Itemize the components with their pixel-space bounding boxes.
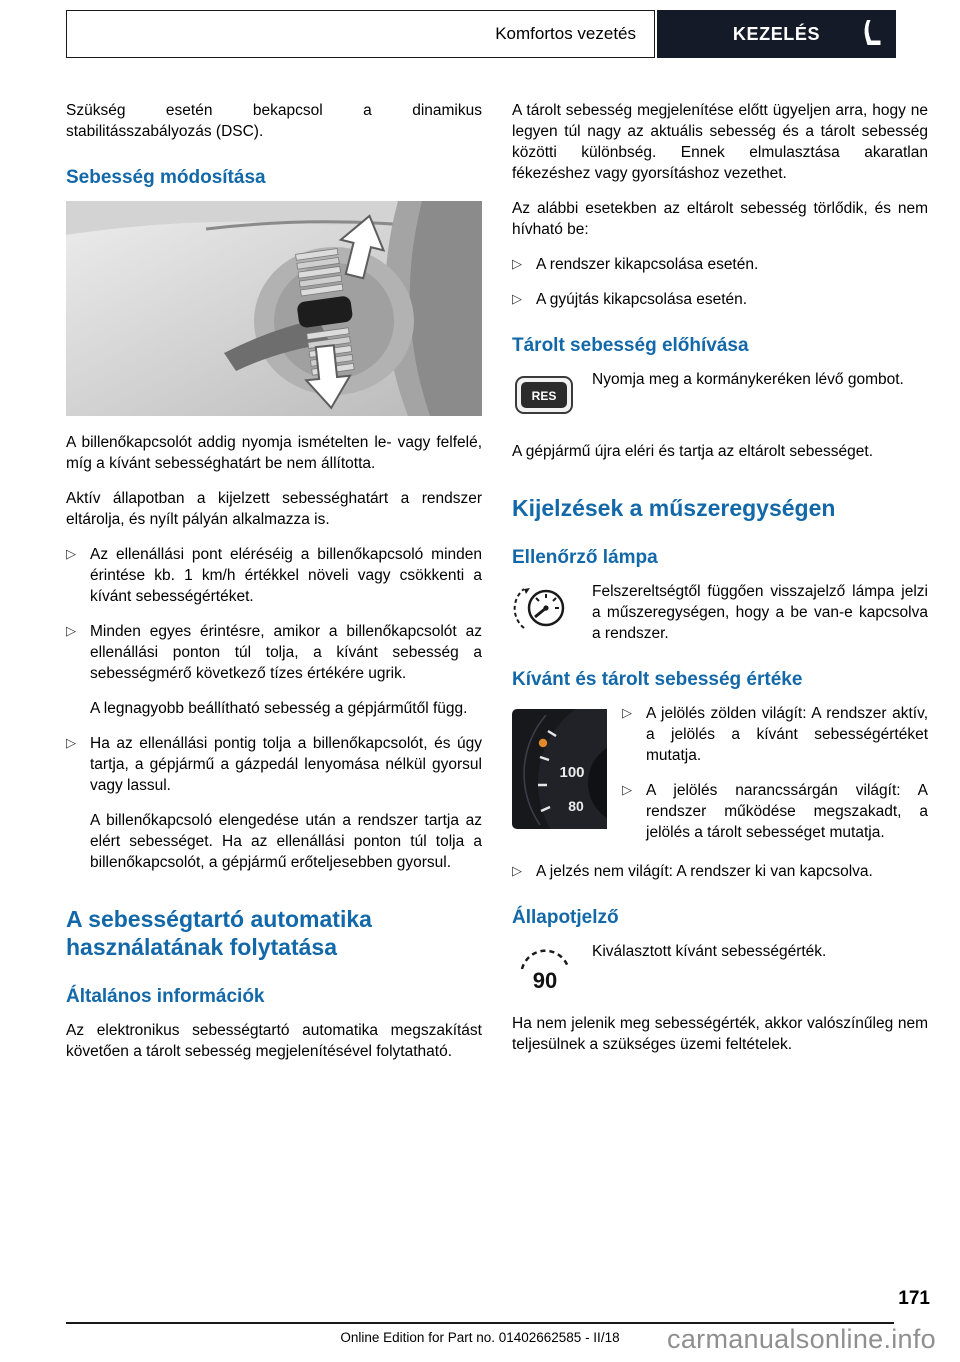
chapter-title-box bbox=[657, 10, 896, 58]
heading-speed-modification: Sebesség módosítása bbox=[66, 167, 266, 188]
list-item-text: Minden egyes érintésre, amikor a billenőkapcsolót az ellenállási ponton túl tolja, a kívánt sebesség a sebességmérő következő tízes értékére ugrik. bbox=[90, 623, 482, 682]
res-button-text: Nyomja meg a kormánykeréken lévő gombot. bbox=[592, 371, 904, 388]
paragraph: A tárolt sebesség megjelenítése előtt ügyeljen arra, hogy ne legyen túl nagy az aktuális sebesség és a tárolt sebesség közötti különbség. Ennek elmulasztása akaratlan fékezéshez vagy gyorsításhoz vezethet. bbox=[512, 102, 928, 182]
list-item bbox=[66, 544, 482, 607]
heading-general-info: Általános információk bbox=[66, 986, 265, 1007]
chapter-title: KEZELÉS bbox=[732, 23, 821, 44]
list-item-subtext: A billenőkapcsoló elengedése után a rendszer tartja az elért sebességet. Ha az ellenállási ponton túl tolja a billenőkapcsolót, a gépjármű erőteljesebben gyorsul. bbox=[90, 812, 482, 871]
gauge-lamp-icon bbox=[512, 581, 592, 644]
indicator-lamp-text: Felszereltségtől függően visszajelző lámpa jelzi a műszeregységen, hogy a be van-e kapcsolva a rendszer. bbox=[592, 583, 928, 642]
triangle-marker: ▷ bbox=[622, 705, 632, 720]
triangle-marker: ▷ bbox=[512, 863, 522, 878]
left-column bbox=[66, 100, 482, 1076]
paragraph: Ha nem jelenik meg sebességérték, akkor valószínűleg nem teljesülnek a szükséges üzemi feltételek. bbox=[512, 1015, 928, 1053]
heading-cruise-continue: A sebességtartó automatika használatának folytatása bbox=[66, 906, 372, 960]
list-item-text: A jelölés zölden világít: A rendszer aktív, a jelölés a kívánt sebességértéket mutatja. bbox=[646, 705, 928, 764]
status-indicator-row bbox=[512, 941, 928, 999]
list-item-text: A gyújtás kikapcsolása esetén. bbox=[536, 291, 748, 308]
list-item-text: Ha az ellenállási pontig tolja a billenőkapcsolót, és úgy tartja, a gépjármű a gázpedál lenyomása nélkül gyorsul vagy lassul. bbox=[90, 735, 482, 794]
list-item bbox=[512, 861, 928, 882]
speedometer-figure bbox=[512, 703, 622, 857]
paragraph: Szükség esetén bekapcsol a dinamikus stabilitásszabályozás (DSC). bbox=[66, 102, 482, 140]
svg-text:90: 90 bbox=[532, 968, 558, 993]
list-item-text: A jelzés nem világít: A rendszer ki van kapcsolva. bbox=[536, 863, 873, 880]
list-item bbox=[66, 733, 482, 873]
paragraph: A gépjármű újra eléri és tartja az eltárolt sebességet. bbox=[512, 443, 873, 460]
list-item-subtext: A legnagyobb beállítható sebesség a gépjárműtől függ. bbox=[90, 700, 468, 717]
paragraph: Az elektronikus sebességtartó automatika megszakítást követően a tárolt sebesség megjelenítésével folytatható. bbox=[66, 1022, 482, 1060]
list-item bbox=[512, 289, 928, 310]
section-title: Komfortos vezetés bbox=[495, 24, 636, 43]
svg-text:80: 80 bbox=[568, 798, 584, 814]
triangle-marker: ▷ bbox=[66, 546, 76, 561]
page-number: 171 bbox=[898, 1288, 930, 1309]
heading-desired-stored-value: Kívánt és tárolt sebesség értéke bbox=[512, 669, 803, 690]
seat-icon bbox=[860, 19, 884, 49]
svg-text:100: 100 bbox=[559, 764, 585, 781]
heading-stored-speed-recall: Tárolt sebesség előhívása bbox=[512, 335, 749, 356]
status-indicator-text: Kiválasztott kívánt sebességérték. bbox=[592, 943, 827, 960]
list-item bbox=[66, 621, 482, 719]
triangle-marker: ▷ bbox=[66, 623, 76, 638]
paragraph: A billenőkapcsolót addig nyomja ismételten le- vagy felfelé, míg a kívánt sebességhatárt be nem állította. bbox=[66, 434, 482, 472]
list-item bbox=[512, 254, 928, 275]
heading-status-indicator: Állapotjelző bbox=[512, 907, 619, 928]
triangle-marker: ▷ bbox=[512, 291, 522, 306]
triangle-marker: ▷ bbox=[512, 256, 522, 271]
triangle-marker: ▷ bbox=[622, 782, 632, 797]
paragraph: Aktív állapotban a kijelzett sebességhatárt a rendszer eltárolja, és nyílt pályán alkalmazza is. bbox=[66, 490, 482, 528]
right-column bbox=[512, 100, 928, 1069]
indicator-lamp-row bbox=[512, 581, 928, 644]
footer-edition-text: Online Edition for Part no. 01402662585 - II/18 bbox=[340, 1330, 620, 1345]
res-button-icon bbox=[512, 369, 592, 427]
list-item-text: A rendszer kikapcsolása esetén. bbox=[536, 256, 759, 273]
heading-displays-cluster: Kijelzések a műszeregységen bbox=[512, 495, 836, 521]
list-item-text: A jelölés narancssárgán világít: A rendszer működése megszakadt, a jelölés a tárolt sebességet mutatja. bbox=[646, 782, 928, 841]
stalk-lever-figure bbox=[66, 201, 482, 416]
heading-indicator-lamp: Ellenőrző lámpa bbox=[512, 547, 658, 568]
stalk-illustration bbox=[66, 201, 482, 416]
list-item bbox=[622, 780, 928, 843]
list-item-text: Az ellenállási pont eléréséig a billenőkapcsoló minden érintése kb. 1 km/h értékkel növeli vagy csökkenti a kívánt sebességértéket. bbox=[90, 546, 482, 605]
speed-marker-dot bbox=[539, 739, 547, 747]
status-gauge-icon bbox=[512, 941, 592, 999]
res-button-row bbox=[512, 369, 928, 427]
speedometer-bullets bbox=[622, 703, 928, 857]
triangle-marker: ▷ bbox=[66, 735, 76, 750]
watermark: carmanualsonline.info bbox=[667, 1324, 936, 1354]
svg-text:RES: RES bbox=[531, 389, 557, 403]
list-item bbox=[622, 703, 928, 766]
speedometer-row bbox=[512, 703, 928, 857]
section-title-box bbox=[66, 10, 655, 58]
paragraph: Az alábbi esetekben az eltárolt sebesség törlődik, és nem hívható be: bbox=[512, 200, 928, 238]
